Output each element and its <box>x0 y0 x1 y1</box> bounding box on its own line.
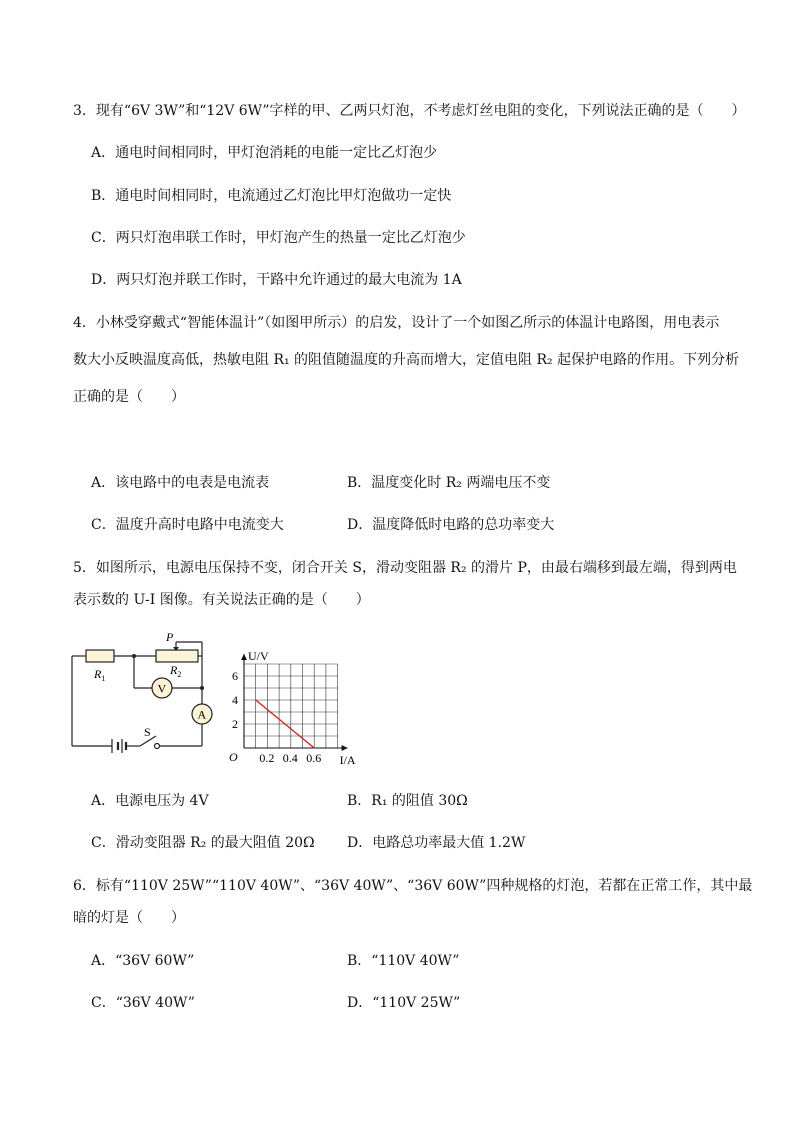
y-tick-label: 2 <box>232 717 238 731</box>
origin-label: O <box>229 750 238 764</box>
question-5-stem-line-2: 表示数的 U-I 图像。有关说法正确的是（ ） <box>73 592 370 608</box>
question-3-option-b: B．通电时间相同时，电流通过乙灯泡比甲灯泡做功一定快 <box>91 188 452 204</box>
question-3-option-c: C．两只灯泡串联工作时，甲灯泡产生的热量一定比乙灯泡少 <box>91 230 466 246</box>
question-5-option-d: D．电路总功率最大值 1.2W <box>347 835 526 851</box>
y-axis-arrow-icon <box>241 654 247 660</box>
voltmeter-label: V <box>157 681 167 696</box>
question-3-stem: 3．现有“6V 3W”和“12V 6W”字样的甲、乙两只灯泡，不考虑灯丝电阻的变化，下列说法正确的是（ ） <box>73 103 746 119</box>
y-axis-label: U/V <box>248 649 269 663</box>
x-tick-label: 0.6 <box>306 751 322 765</box>
resistor-r1 <box>86 650 114 662</box>
x-tick-label: 0.4 <box>282 751 298 765</box>
question-5-figure <box>64 628 364 768</box>
u-i-graph <box>229 649 356 767</box>
y-tick-label: 4 <box>232 693 238 707</box>
resistor-r2 <box>156 650 198 662</box>
y-tick-label: 6 <box>232 669 238 683</box>
question-6-stem-line-1: 6．标有“110V 25W”“110V 40W”、“36V 40W”、“36V 60W”四种规格的灯泡，若都在正常工作，其中最 <box>73 878 753 894</box>
battery-icon <box>112 739 126 753</box>
question-4-stem-line-3: 正确的是（ ） <box>73 389 185 405</box>
junction-dot <box>200 686 204 690</box>
question-3-option-a: A．通电时间相同时，甲灯泡消耗的电能一定比乙灯泡少 <box>91 145 438 161</box>
r2-label: $R_2$ <box>170 663 182 679</box>
question-3-option-d: D．两只灯泡并联工作时，干路中允许通过的最大电流为 1A <box>91 272 462 288</box>
question-6-option-a: A．“36V 60W” <box>91 953 195 969</box>
question-6-option-d: D．“110V 25W” <box>347 995 461 1011</box>
question-6-stem-line-2: 暗的灯是（ ） <box>73 910 185 926</box>
switch-label: S <box>144 725 151 739</box>
question-4-option-c: C．温度升高时电路中电流变大 <box>91 517 284 533</box>
question-4-stem-line-1: 4．小林受穿戴式“智能体温计”（如图甲所示）的启发，设计了一个如图乙所示的体温计电路图，用电表示 <box>73 315 720 331</box>
r1-label: $R_1$ <box>94 667 106 683</box>
question-5-option-b: B．R₁ 的阻值 30Ω <box>347 793 468 809</box>
question-5-option-c: C．滑动变阻器 R₂ 的最大阻值 20Ω <box>91 835 315 851</box>
question-6-option-c: C．“36V 40W” <box>91 995 195 1011</box>
question-4-stem-line-2: 数大小反映温度高低，热敏电阻 R₁ 的阻值随温度的升高而增大，定值电阻 R₂ 起保护电路的作用。下列分析 <box>73 352 740 368</box>
p-label: P <box>166 630 174 644</box>
junction-dot <box>132 654 136 658</box>
question-4-option-d: D．温度降低时电路的总功率变大 <box>347 517 555 533</box>
question-5-option-a: A．电源电压为 4V <box>91 793 209 809</box>
x-axis-arrow-icon <box>342 745 348 751</box>
x-axis-label: I/A <box>339 753 356 767</box>
question-6-option-b: B．“110V 40W” <box>347 953 460 969</box>
question-4-option-a: A．该电路中的电表是电流表 <box>91 475 270 491</box>
question-4-option-b: B．温度变化时 R₂ 两端电压不变 <box>347 475 551 491</box>
question-5-stem-line-1: 5．如图所示，电源电压保持不变，闭合开关 S，滑动变阻器 R₂ 的滑片 P，由最右端移到最左端，得到两电 <box>73 560 737 576</box>
ammeter-label: A <box>197 707 207 722</box>
x-tick-label: 0.2 <box>259 751 275 765</box>
